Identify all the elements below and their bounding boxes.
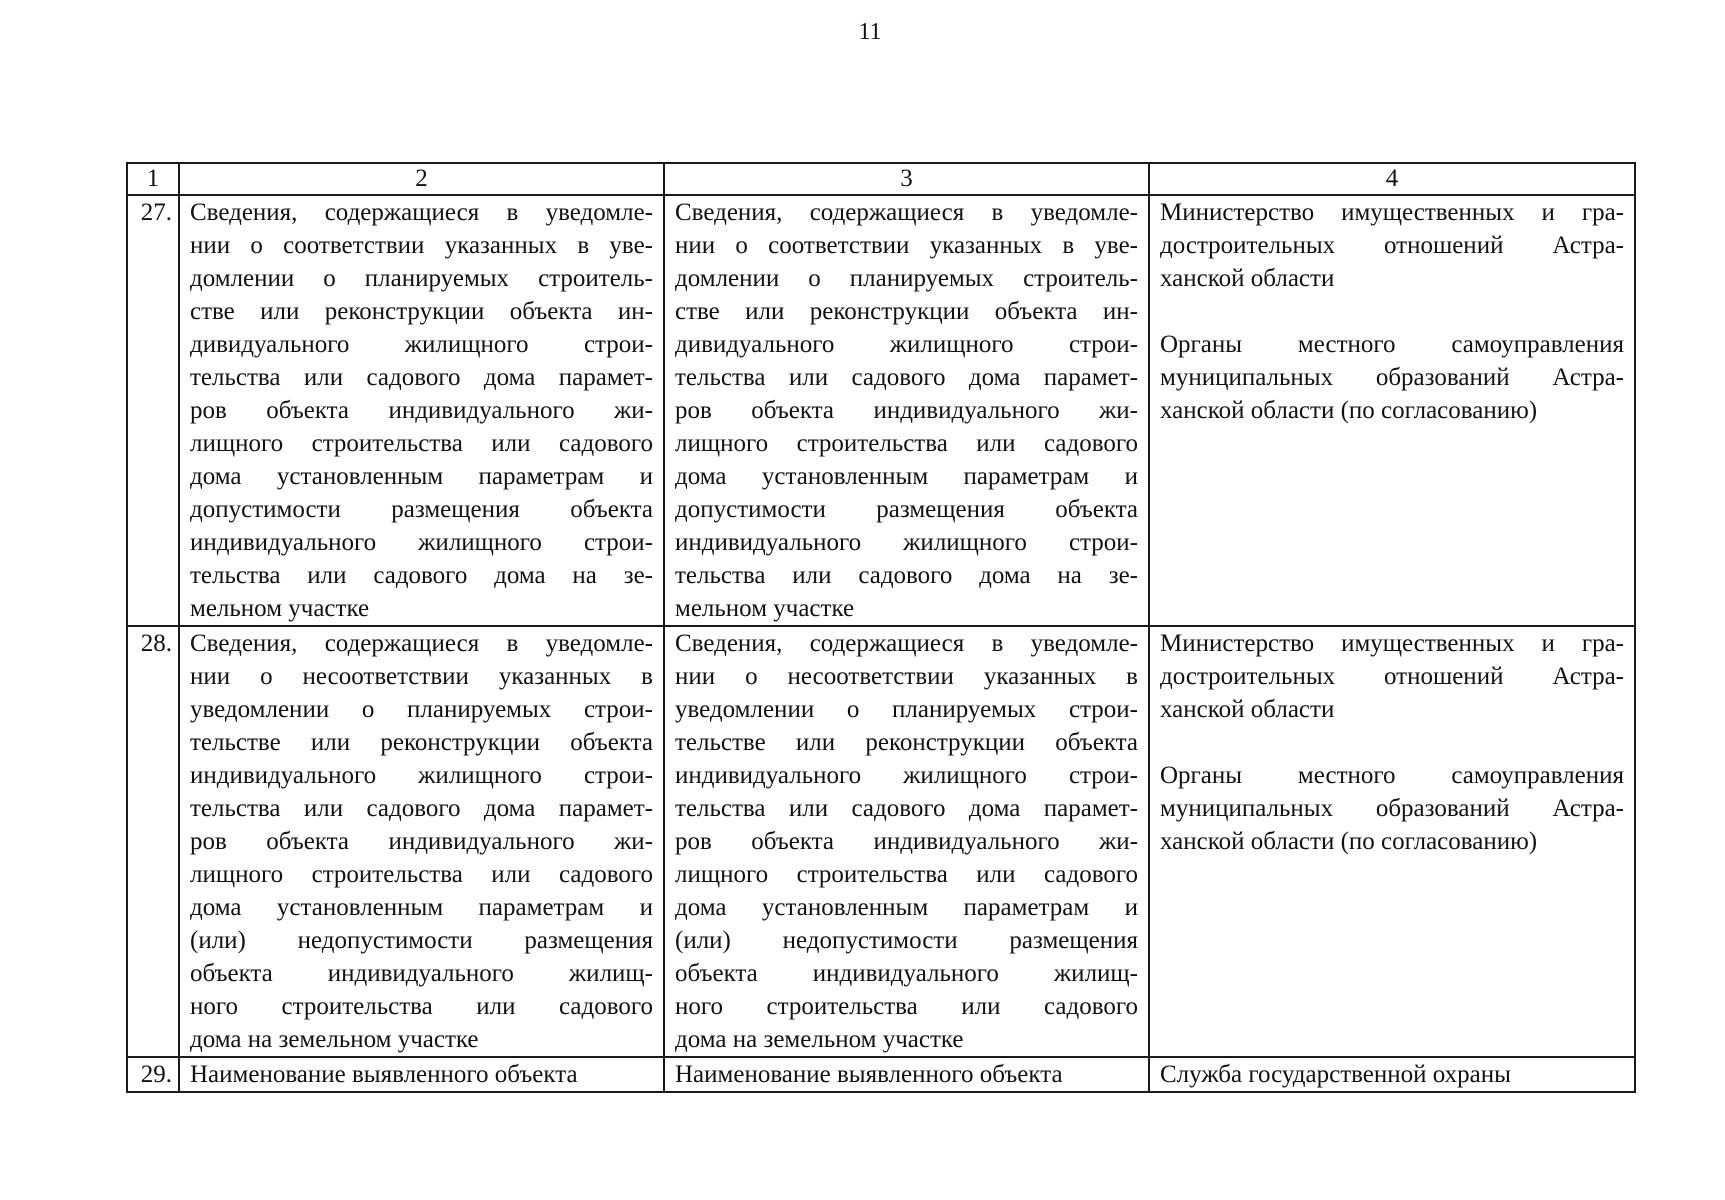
row-number: 27. (127, 195, 179, 626)
cell-text-line: индивидуального жилищного строи- (190, 762, 653, 789)
document-table (126, 162, 1636, 1093)
cell-text-line: нии о несоответствии указанных в (190, 663, 653, 690)
header-col-1: 1 (127, 163, 179, 195)
cell-text-line: тельства или садового дома парамет- (675, 364, 1138, 391)
cell-text-line: ров объекта индивидуального жи- (190, 828, 653, 855)
header-col-4: 4 (1149, 163, 1635, 195)
cell-text-line: ханской области (1160, 696, 1335, 723)
cell-text-line: Министерство имущественных и гра- (1160, 199, 1624, 226)
cell-text-line: нии о соответствии указанных в уве- (675, 232, 1138, 259)
cell-text-line: домлении о планируемых строитель- (675, 265, 1138, 292)
cell-text-line: уведомлении о планируемых строи- (675, 696, 1138, 723)
cell-text-line: Органы местного самоуправления (1160, 331, 1624, 358)
cell-text-line: мельном участке (190, 595, 370, 622)
table-body (127, 163, 1635, 1092)
cell-text-line: дома на земельном участке (190, 1026, 479, 1053)
cell-text-line: Министерство имущественных и гра- (1160, 630, 1624, 657)
cell-text-line: ханской области (1160, 265, 1335, 292)
cell-info-description (179, 195, 664, 626)
cell-text-line: Сведения, содержащиеся в уведомле- (675, 630, 1138, 657)
cell-text-line: дома установленным параметрам и (675, 894, 1138, 921)
cell-text-line: индивидуального жилищного строи- (675, 529, 1138, 556)
cell-text-line: тельства или садового дома парамет- (190, 364, 653, 391)
row-number: 28. (127, 626, 179, 1057)
row-number: 29. (127, 1057, 179, 1092)
cell-text-line: тельства или садового дома парамет- (190, 795, 653, 822)
cell-text-line: стве или реконструкции объекта ин- (190, 298, 653, 325)
cell-text-line: нии о несоответствии указанных в (675, 663, 1138, 690)
cell-text-line: Сведения, содержащиеся в уведомле- (190, 199, 653, 226)
cell-text-line: тельства или садового дома парамет- (675, 795, 1138, 822)
table-row (127, 1057, 1635, 1092)
cell-text-line: объекта индивидуального жилищ- (190, 960, 653, 987)
cell-info-composition (664, 626, 1149, 1057)
cell-text-line: ханской области (по согласованию) (1160, 828, 1538, 855)
cell-text-line: индивидуального жилищного строи- (675, 762, 1138, 789)
table-row (127, 626, 1635, 1057)
cell-text-line: дивидуального жилищного строи- (675, 331, 1138, 358)
cell-text-line: тельства или садового дома на зе- (190, 562, 653, 589)
cell-text-line: Сведения, содержащиеся в уведомле- (675, 199, 1138, 226)
cell-text-line: индивидуального жилищного строи- (190, 529, 653, 556)
cell-text-line: дома на земельном участке (675, 1026, 964, 1053)
cell-text-line: дома установленным параметрам и (190, 463, 653, 490)
cell-text-line: дома установленным параметрам и (675, 463, 1138, 490)
cell-text-line: муниципальных образований Астра- (1160, 795, 1624, 822)
page-number: 11 (858, 19, 882, 45)
cell-text-line: достроительных отношений Астра- (1160, 663, 1624, 690)
paragraph-gap (1160, 295, 1624, 328)
cell-text-line: тельстве или реконструкции объекта (190, 729, 653, 756)
cell-info-composition (664, 1057, 1149, 1092)
cell-text-line: лищного строительства или садового (675, 861, 1138, 888)
cell-text-line: дома установленным параметрам и (190, 894, 653, 921)
cell-text-line: объекта индивидуального жилищ- (675, 960, 1138, 987)
table-header-row (127, 163, 1635, 195)
cell-text-line: домлении о планируемых строитель- (190, 265, 653, 292)
cell-text-line: ного строительства или садового (190, 993, 653, 1020)
cell-text-line: достроительных отношений Астра- (1160, 232, 1624, 259)
cell-text-line: тельства или садового дома на зе- (675, 562, 1138, 589)
header-col-3: 3 (664, 163, 1149, 195)
cell-responsible-body (1149, 626, 1635, 1057)
cell-text-line: лищного строительства или садового (190, 430, 653, 457)
cell-responsible-body (1149, 195, 1635, 626)
cell-text-line: ного строительства или садового (675, 993, 1138, 1020)
cell-text-line: лищного строительства или садового (190, 861, 653, 888)
table-row (127, 195, 1635, 626)
cell-text-line: дивидуального жилищного строи- (190, 331, 653, 358)
cell-info-composition (664, 195, 1149, 626)
cell-text-line: мельном участке (675, 595, 855, 622)
header-col-2: 2 (179, 163, 664, 195)
cell-text-line: Сведения, содержащиеся в уведомле- (190, 630, 653, 657)
cell-text-line: муниципальных образований Астра- (1160, 364, 1624, 391)
cell-text-line: Наименование выявленного объекта (190, 1061, 578, 1088)
cell-text-line: нии о соответствии указанных в уве- (190, 232, 653, 259)
cell-text-line: допустимости размещения объекта (675, 496, 1138, 523)
cell-text-line: (или) недопустимости размещения (675, 927, 1138, 954)
cell-text-line: стве или реконструкции объекта ин- (675, 298, 1138, 325)
cell-info-description (179, 1057, 664, 1092)
cell-text-line: лищного строительства или садового (675, 430, 1138, 457)
cell-text-line: допустимости размещения объекта (190, 496, 653, 523)
cell-text-line: ханской области (по согласованию) (1160, 397, 1538, 424)
cell-responsible-body (1149, 1057, 1635, 1092)
paragraph-gap (1160, 726, 1624, 759)
cell-text-line: ров объекта индивидуального жи- (675, 828, 1138, 855)
cell-info-description (179, 626, 664, 1057)
cell-text-line: уведомлении о планируемых строи- (190, 696, 653, 723)
cell-text-line: Служба государственной охраны (1160, 1061, 1511, 1088)
cell-text-line: Наименование выявленного объекта (675, 1061, 1063, 1088)
cell-text-line: тельстве или реконструкции объекта (675, 729, 1138, 756)
cell-text-line: Органы местного самоуправления (1160, 762, 1624, 789)
cell-text-line: ров объекта индивидуального жи- (190, 397, 653, 424)
cell-text-line: ров объекта индивидуального жи- (675, 397, 1138, 424)
cell-text-line: (или) недопустимости размещения (190, 927, 653, 954)
